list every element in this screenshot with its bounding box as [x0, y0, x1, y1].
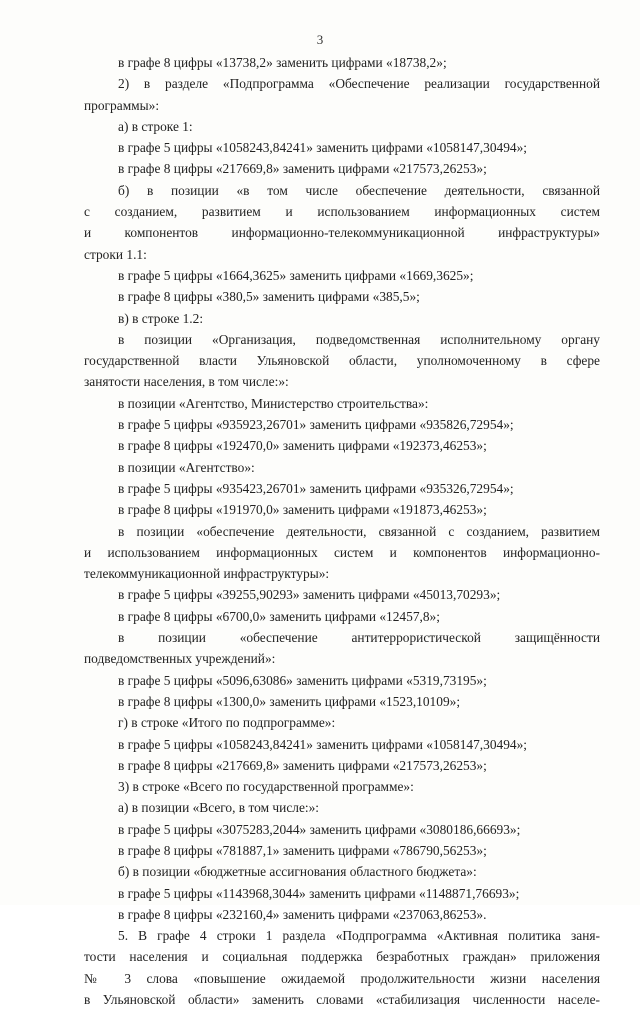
- text-line: в графе 5 цифры «935923,26701» заменить цифрами «935826,72954»;: [118, 417, 514, 433]
- text-line: в позиции «обеспечение деятельности, связанной с созданием, развитием: [118, 523, 600, 539]
- text-line: в графе 8 цифры «192470,0» заменить цифрами «192373,46253»;: [118, 438, 487, 454]
- document-body: [84, 52, 600, 1010]
- text-line: в графе 8 цифры «13738,2» заменить цифрами «18738,2»;: [118, 55, 447, 70]
- text-line: в графе 8 цифры «1300,0» заменить цифрами «1523,10109»;: [118, 693, 461, 709]
- page-number: 3: [316, 32, 324, 47]
- text-line: строки 1.1:: [84, 246, 147, 262]
- text-line: в графе 8 цифры «232160,4» заменить цифрами «237063,86253».: [118, 906, 487, 922]
- text-line: в графе 8 цифры «781887,1» заменить цифрами «786790,56253»;: [118, 842, 487, 858]
- text-line: в графе 5 цифры «1058243,84241» заменить цифрами «1058147,30494»;: [118, 140, 528, 156]
- text-line: а) в строке 1:: [118, 118, 193, 134]
- text-line: в графе 8 цифры «380,5» заменить цифрами «385,5»;: [118, 289, 420, 305]
- text-line: в графе 5 цифры «5096,63086» заменить цифрами «5319,73195»;: [118, 672, 487, 688]
- text-line: телекоммуникационной инфраструктуры»:: [84, 566, 330, 582]
- text-line: в графе 8 цифры «6700,0» заменить цифрами «12457,8»;: [118, 608, 440, 624]
- text-line: в позиции «Агентство, Министерство строительства»:: [118, 395, 429, 411]
- text-line: в графе 8 цифры «217669,8» заменить цифрами «217573,26253»;: [118, 757, 487, 773]
- text-line: № 3 слова «повышение ожидаемой продолжительности жизни населения: [84, 970, 600, 986]
- text-line: в графе 5 цифры «935423,26701» заменить цифрами «935326,72954»;: [118, 480, 514, 496]
- text-line: в графе 5 цифры «1143968,3044» заменить цифрами «1148871,76693»;: [118, 885, 520, 901]
- text-line: государственной власти Ульяновской области, уполномоченному в сфере: [84, 353, 600, 369]
- text-line: в Ульяновской области» заменить словами «стабилизация численности населе-: [84, 992, 600, 1008]
- text-line: 2) в разделе «Подпрограмма «Обеспечение реализации государственной: [118, 76, 600, 92]
- text-line: подведомственных учреждений»:: [84, 651, 276, 667]
- text-line: в графе 8 цифры «191970,0» заменить цифрами «191873,46253»;: [118, 502, 487, 518]
- text-line: 5. В графе 4 строки 1 раздела «Подпрограмма «Активная политика заня-: [118, 928, 600, 944]
- text-line: в позиции «Агентство»:: [118, 459, 255, 475]
- text-line: в графе 8 цифры «217669,8» заменить цифрами «217573,26253»;: [118, 161, 487, 177]
- text-line: с созданием, развитием и использованием информационных систем: [84, 204, 600, 220]
- text-line: в позиции «обеспечение антитеррористической защищённости: [118, 630, 600, 646]
- text-line: в позиции «Организация, подведомственная исполнительному органу: [118, 331, 600, 347]
- text-line: а) в позиции «Всего, в том числе:»:: [118, 800, 320, 816]
- text-line: тости населения и социальная поддержка безработных граждан» приложения: [84, 949, 600, 965]
- text-line: и использованием информационных систем и компонентов информационно-: [84, 544, 600, 560]
- text-line: б) в позиции «бюджетные ассигнования областного бюджета»:: [118, 864, 477, 880]
- text-line: и компонентов информационно-телекоммуникационной инфраструктуры»: [84, 225, 600, 241]
- text-line: в графе 5 цифры «1664,3625» заменить цифрами «1669,3625»;: [118, 267, 474, 283]
- text-line: г) в строке «Итого по подпрограмме»:: [118, 715, 336, 731]
- text-line: в графе 5 цифры «3075283,2044» заменить цифрами «3080186,66693»;: [118, 821, 521, 837]
- text-line: в) в строке 1.2:: [118, 310, 204, 326]
- text-line: занятости населения, в том числе:»:: [84, 374, 289, 390]
- text-line: 3) в строке «Всего по государственной программе»:: [118, 779, 414, 795]
- text-line: программы»:: [84, 97, 160, 113]
- text-line: в графе 5 цифры «1058243,84241» заменить цифрами «1058147,30494»;: [118, 736, 528, 752]
- text-line: в графе 5 цифры «39255,90293» заменить цифрами «45013,70293»;: [118, 587, 501, 603]
- text-line: б) в позиции «в том числе обеспечение деятельности, связанной: [118, 182, 600, 198]
